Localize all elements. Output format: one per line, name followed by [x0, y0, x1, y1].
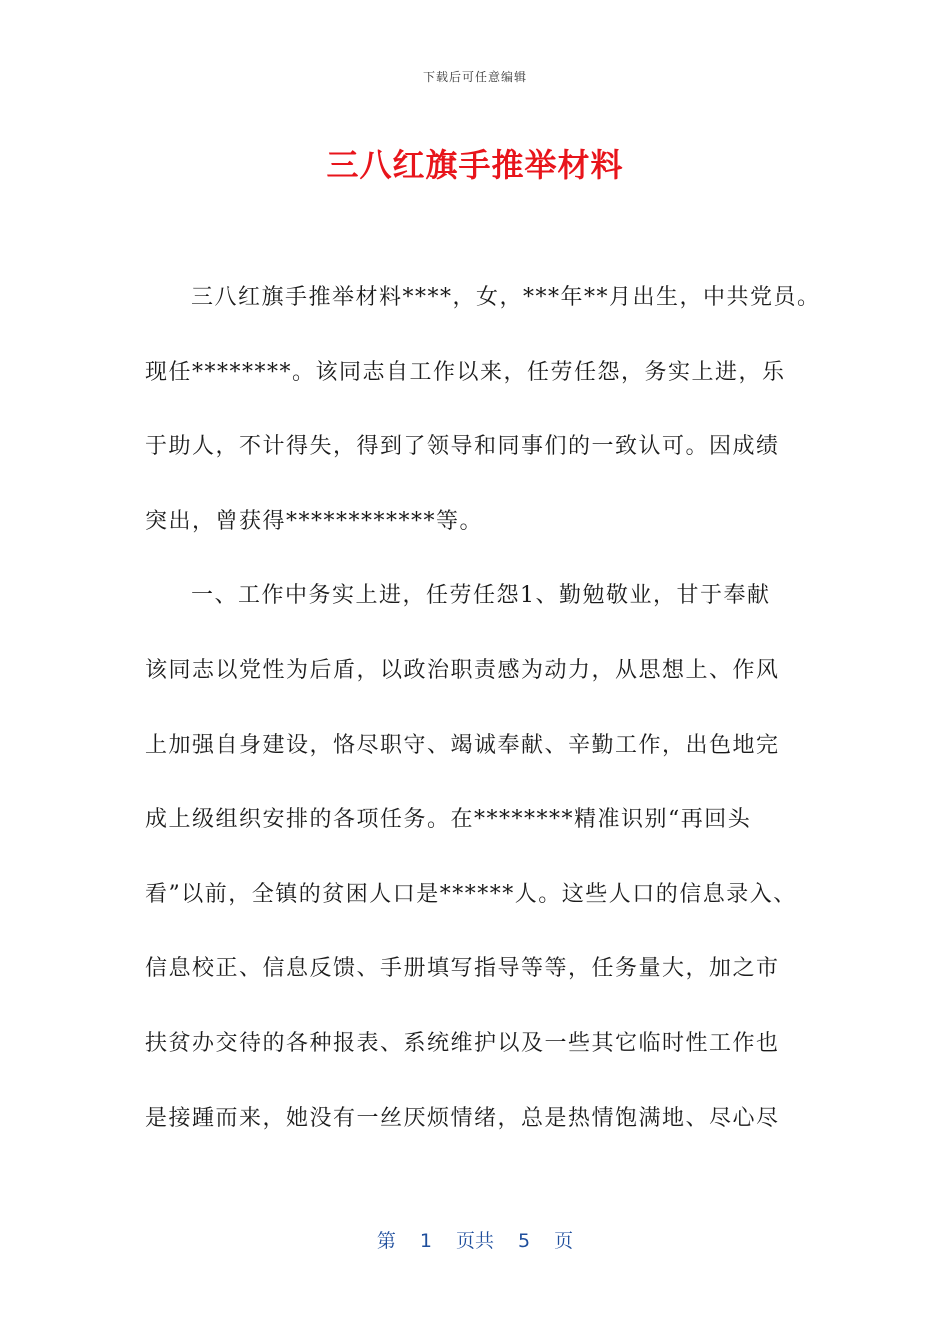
paragraph-line: 扶贫办交待的各种报表、系统维护以及一些其它临时性工作也 [145, 1030, 780, 1056]
paragraph-line: 看”以前，全镇的贫困人口是******人。这些人口的信息录入、 [145, 881, 797, 907]
paragraph-line: 上加强自身建设，恪尽职守、竭诚奉献、辛勤工作，出色地完 [145, 732, 780, 758]
page-middle: 页共 [455, 1230, 494, 1252]
paragraph-line: 是接踵而来，她没有一丝厌烦情绪，总是热情饱满地、尽心尽 [145, 1105, 780, 1131]
header-note: 下载后可任意编辑 [422, 70, 527, 84]
paragraph-line: 于助人，不计得失，得到了领导和同事们的一致认可。因成绩 [145, 434, 780, 460]
page-prefix: 第 [376, 1230, 396, 1252]
total-pages: 5 [518, 1230, 531, 1252]
page-suffix: 页 [554, 1230, 574, 1252]
paragraph-line: 三八红旗手推举材料****，女，***年**月出生，中共党员。 [191, 285, 821, 310]
paragraph-line: 现任********。该同志自工作以来，任劳任怨，务实上进，乐 [145, 359, 786, 385]
paragraph-line: 信息校正、信息反馈、手册填写指导等等，任务量大，加之市 [145, 956, 780, 982]
document-body [145, 276, 821, 1171]
page-number: 1 [419, 1230, 432, 1252]
paragraph-line: 成上级组织安排的各项任务。在********精准识别“再回头 [145, 807, 752, 833]
paragraph-line: 一、工作中务实上进，任劳任怨1、勤勉敬业，甘于奉献 [191, 583, 771, 609]
page-footer [0, 1226, 950, 1253]
paragraph-line: 该同志以党性为后盾，以政治职责感为动力，从思想上、作风 [145, 657, 780, 683]
document-title: 三八红旗手推举材料 [326, 146, 624, 184]
paragraph-line: 突出，曾获得************等。 [145, 508, 484, 534]
